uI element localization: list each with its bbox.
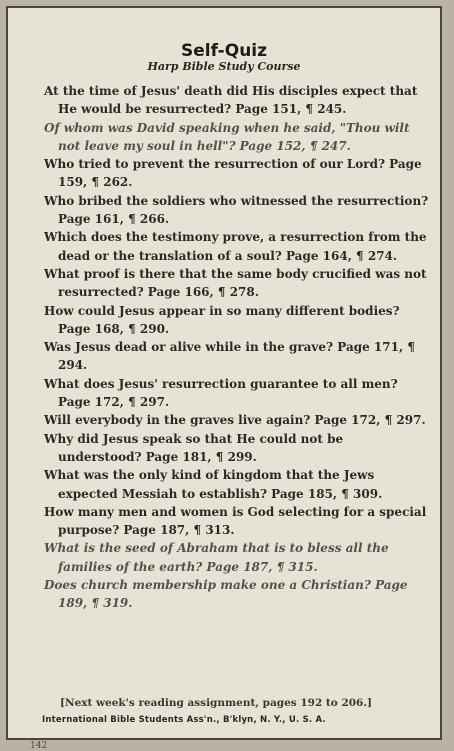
question-item: Who bribed the soldiers who witnessed the resurrection? Page 161, ¶ 266. <box>44 193 429 227</box>
question-item: Which does the testimony prove, a resurrection from the dead or the translation of a soul? Page 164, ¶ 274. <box>44 230 427 263</box>
question-item: What is the seed of Abraham that is to bless all the families of the earth? Page 187, ¶ 315. <box>44 541 389 574</box>
question-item: Why did Jesus speak so that He could not be understood? Page 181, ¶ 299. <box>44 431 344 464</box>
page-title: Self-Quiz <box>180 41 268 61</box>
question-item: Who tried to prevent the resurrection of our Lord? Page 159, ¶ 262. <box>44 157 422 190</box>
question-item: How could Jesus appear in so many different bodies? Page 168, ¶ 290. <box>44 303 400 336</box>
quiz-page <box>6 6 442 740</box>
question-item: At the time of Jesus' death did His disciples expect that He would be resurrected? Page 151, ¶ 245. <box>44 84 418 117</box>
page-number: 142 <box>30 741 48 751</box>
page-subtitle: Harp Bible Study Course <box>147 60 301 73</box>
publisher-footer: International Bible Students Ass'n., B'klyn, N. Y., U. S. A. <box>42 715 326 725</box>
question-item: What was the only kind of kingdom that the Jews expected Messiah to establish? Page 185, ¶ 309. <box>44 468 383 501</box>
question-item: What proof is there that the same body crucified was not resurrected? Page 166, ¶ 278. <box>44 266 427 300</box>
question-item: Does church membership make one a Christian? Page 189, ¶ 319. <box>44 578 408 611</box>
question-list <box>44 82 430 613</box>
question-item: Of whom was David speaking when he said, "Thou wilt not leave my soul in hell"? Page 152, ¶ 247. <box>44 120 410 153</box>
question-item: Was Jesus dead or alive while in the grave? Page 171, ¶ 294. <box>44 340 415 373</box>
question-item: What does Jesus' resurrection guarantee to all men? Page 172, ¶ 297. <box>44 376 398 410</box>
reading-assignment-note: [Next week's reading assignment, pages 192 to 206.] <box>60 697 372 709</box>
question-item: How many men and women is God selecting for a special purpose? Page 187, ¶ 313. <box>44 504 427 538</box>
question-item: Will everybody in the graves live again? Page 172, ¶ 297. <box>44 413 426 428</box>
